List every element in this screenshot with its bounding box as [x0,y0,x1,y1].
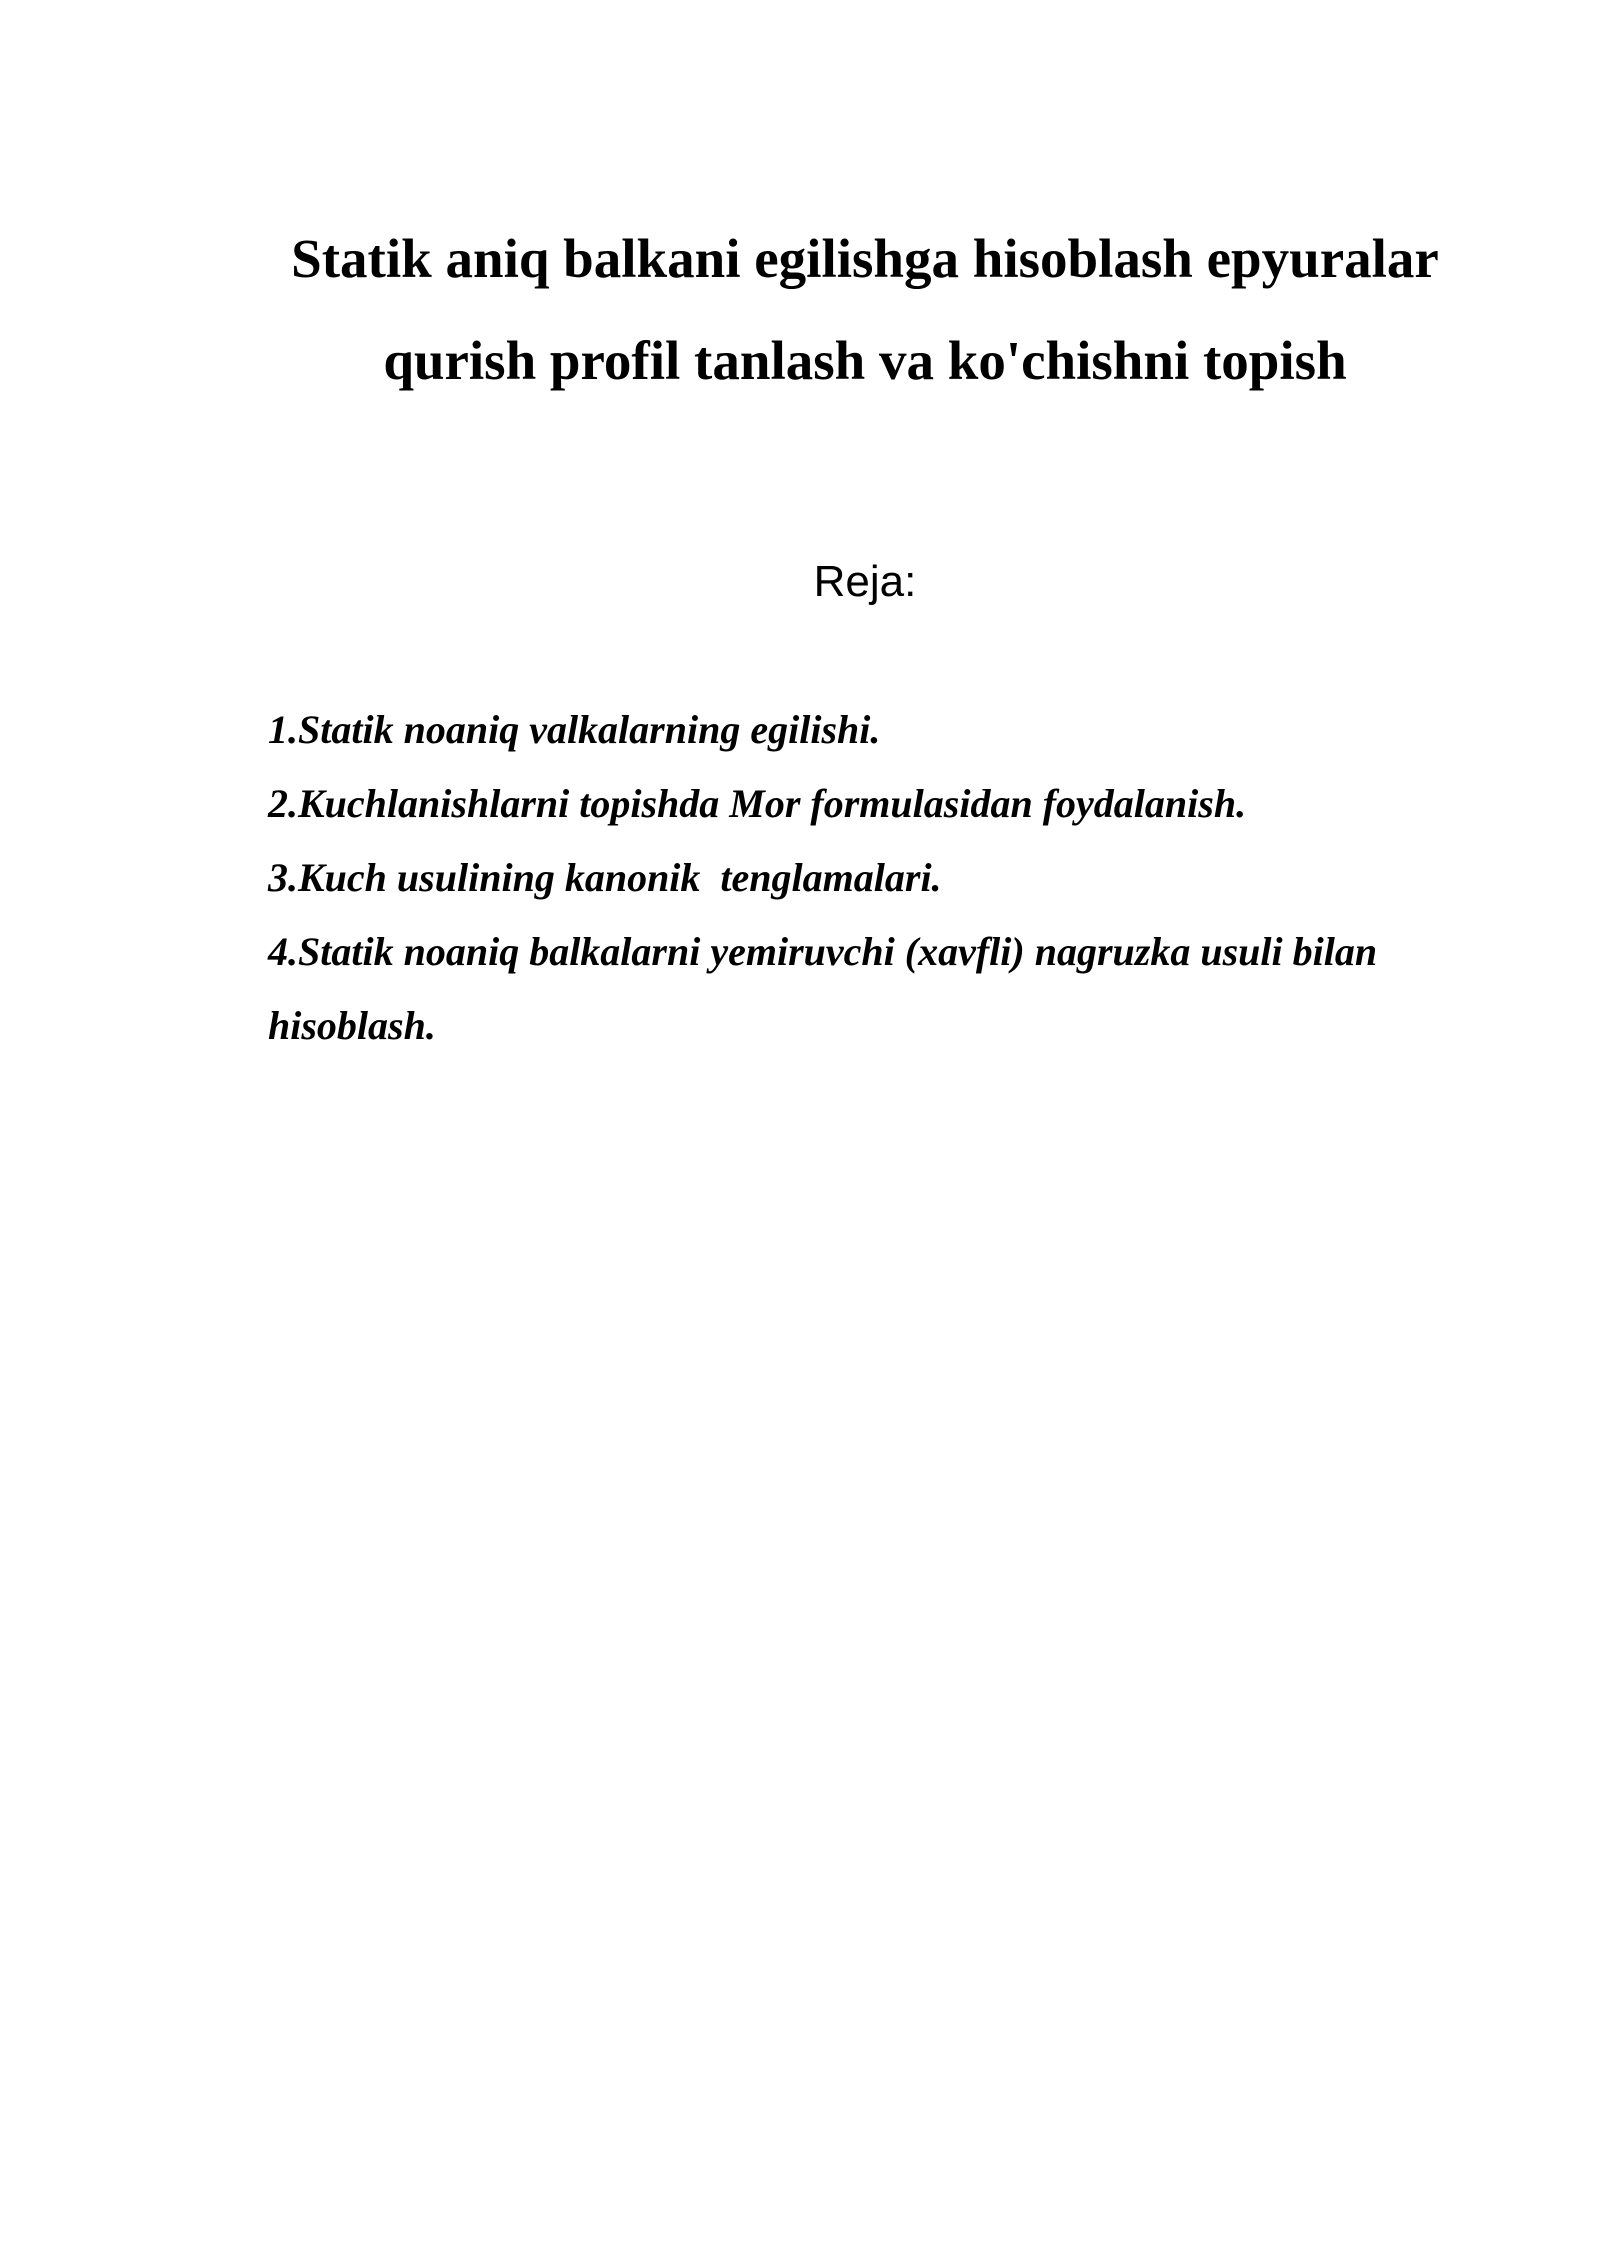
plan-list [268,693,1508,1063]
title-line-2: qurish profil tanlash va ko'chishni topish [383,330,1347,391]
plan-item-4: 4.Statik noaniq balkalarni yemiruvchi (xavfli) nagruzka usuli bilan hisoblash. [268,929,1388,1048]
plan-heading: Reja: [813,557,917,606]
plan-item-3: 3.Kuch usulining kanonik tenglamalari. [268,855,942,900]
title-line-1: Statik aniq balkani egilishga hisoblash epyuralar [291,228,1439,289]
document-title [240,208,1490,412]
plan-item-1: 1.Statik noaniq valkalarning egilishi. [268,707,881,752]
plan-item-2: 2.Kuchlanishlarni topishda Mor formulasidan foydalanish. [268,781,1247,826]
